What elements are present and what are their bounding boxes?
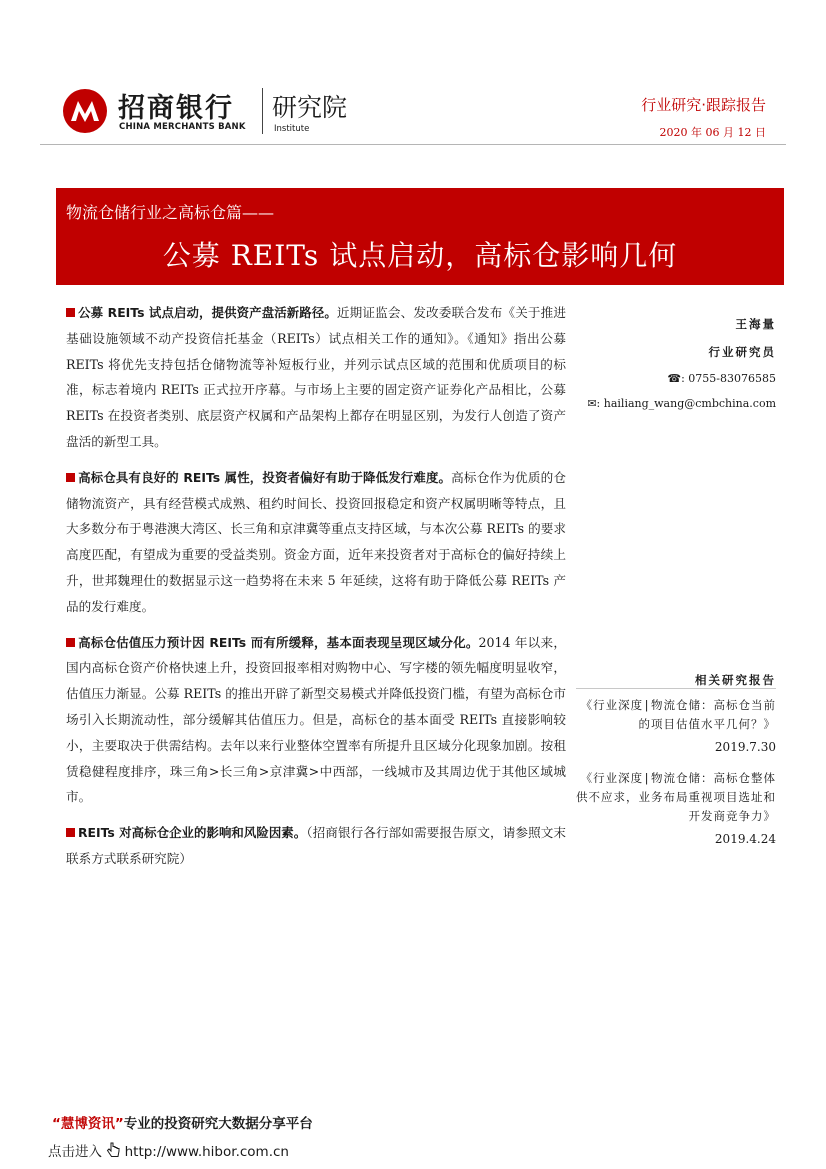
cmb-institute-logo <box>62 84 362 140</box>
paragraph-lead: 公募 REITs 试点启动，提供资产盘活新路径。 <box>78 305 337 320</box>
related-report-link[interactable]: 《行业深度|物流仓储：高标仓当前的项目估值水平几何？》 <box>580 698 776 731</box>
email-address[interactable]: hailiang_wang@cmbchina.com <box>603 397 776 410</box>
analyst-info <box>576 300 776 410</box>
report-title: 公募 REITs 试点启动，高标仓影响几何 <box>162 239 678 272</box>
footer-slogan <box>52 1112 313 1132</box>
square-bullet-icon <box>66 638 75 647</box>
banner-subtitle: 物流仓储行业之高标仓篇—— <box>66 203 275 222</box>
logo-english-name: CHINA MERCHANTS BANK <box>119 122 246 132</box>
footer-brand: “慧博资讯” <box>52 1116 124 1132</box>
header-divider <box>40 144 786 145</box>
paragraph-text: 近期证监会、发改委联合发布《关于推进基础设施领域不动产投资信托基金（REITs）试点相关工作的通知》。《通知》指出公募 REITs 将优先支持包括仓储物流等补短板行业，并列示试点区域的范围和优质项目的标准，标志着境内 REITs 正式拉开序幕。与市场上主要的固定资产证券化产品相比，公募 REITs 在投资者类别、底层资产权属和产品架构上都存在明显区别，为发行人创造了资产盘活的新型工具。 <box>66 305 566 449</box>
analyst-title: 行业研究员 <box>708 345 776 359</box>
footer-url-link[interactable]: http://www.hibor.com.cn <box>124 1144 289 1160</box>
report-type: 行业研究·跟踪报告 <box>641 96 766 114</box>
phone-icon: ☎: <box>667 372 685 385</box>
institute-english-name: Institute <box>274 124 310 134</box>
paragraph-text: 高标仓作为优质的仓储物流资产，具有经营模式成熟、租约时间长、投资回报稳定和资产权属明晰等特点，且大多数分布于粤港澳大湾区、长三角和京津冀等重点支持区域，与本次公募 REITs 的要求高度匹配，有望成为重要的受益类别。资金方面，近年来投资者对于高标仓的偏好持续上升，世邦魏理仕的数据显示这一趋势将在未来 5 年延续，这将有助于降低公募 REITs 产品的发行难度。 <box>66 469 566 614</box>
footer-link-row <box>48 1140 289 1160</box>
paragraph-lead: REITs 对高标仓企业的影响和风险因素。 <box>78 825 307 841</box>
analyst-email <box>576 397 776 410</box>
cmb-logo-icon <box>62 88 108 134</box>
analyst-phone <box>576 372 776 385</box>
email-icon: ✉: <box>587 397 601 410</box>
paragraph-text: （招商银行各行部如需要报告原文，请参照文末联系方式联系研究院） <box>66 825 567 866</box>
square-bullet-icon <box>66 828 75 837</box>
summary-paragraph <box>66 820 566 872</box>
paragraph-lead: 高标仓具有良好的 REITs 属性，投资者偏好有助于降低发行难度。 <box>78 469 452 485</box>
square-bullet-icon <box>66 473 75 482</box>
related-report-link[interactable]: 《行业深度|物流仓储：高标仓整体供不应求，业务布局重视项目选址和开发商竞争力》 <box>576 771 776 823</box>
title-banner <box>56 188 784 285</box>
summary-body <box>66 300 566 882</box>
paragraph-lead: 高标仓估值压力预计因 REITs 而有所缓释，基本面表现呈现区域分化。 <box>78 634 479 650</box>
related-report-date: 2019.4.24 <box>714 832 776 846</box>
logo-chinese-name: 招商银行 <box>118 93 234 124</box>
phone-number: 0755-83076585 <box>688 372 776 385</box>
report-date: 2020 年 06 月 12 日 <box>659 126 766 139</box>
logo-divider <box>262 88 263 134</box>
related-reports-divider <box>576 688 776 689</box>
pointing-hand-icon <box>106 1142 120 1158</box>
square-bullet-icon <box>66 308 75 317</box>
footer-enter-label: 点击进入 <box>48 1144 102 1160</box>
paragraph-text: 2014 年以来，国内高标仓资产价格快速上升，投资回报率相对购物中心、写字楼的领先幅度明显收窄，估值压力渐显。公募 REITs 的推出开辟了新型交易模式并降低投资门槛，有望为高标仓市场引入长期流动性，部分缓解其估值压力。但是，高标仓的基本面受 REITs 直接影响较小，主要取决于供需结构。去年以来行业整体空置率有所提升且区域分化现象加剧。按租赁稳健程度排序，珠三角>长三角>京津冀>中西部，一线城市及其周边优于其他区域城市。 <box>66 634 566 805</box>
summary-paragraph <box>66 630 566 811</box>
related-reports-title: 相关研究报告 <box>695 673 776 687</box>
footer-slogan-text: 专业的投资研究大数据分享平台 <box>123 1116 313 1132</box>
summary-paragraph <box>66 300 566 455</box>
institute-chinese-name: 研究院 <box>272 93 348 122</box>
related-report-date: 2019.7.30 <box>714 740 776 754</box>
related-reports-list <box>576 696 776 861</box>
summary-paragraph <box>66 465 566 620</box>
analyst-name: 王海量 <box>735 317 776 331</box>
